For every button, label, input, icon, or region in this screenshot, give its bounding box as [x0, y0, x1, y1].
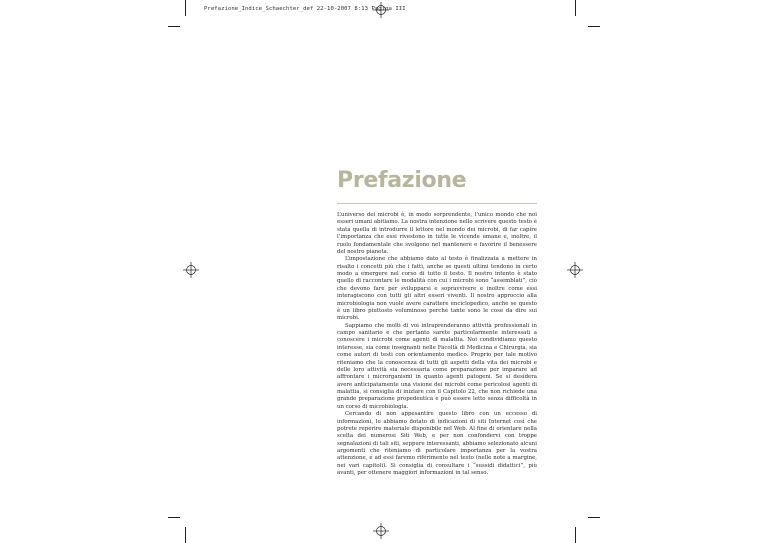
title-rule — [337, 203, 537, 204]
crop-mark-top-left — [185, 0, 186, 16]
preface-body — [337, 212, 537, 478]
crop-mark-bottom-left — [185, 527, 186, 543]
crop-mark-bottom-right-horizontal — [588, 517, 600, 518]
paragraph: L’impostazione che abbiamo dato al testo è finalizzata a mettere in risalto i concetti più che i fatti, anche se questi ultimi tendono in certo modo a emergere nel corso di tutto il testo. Il nostro intento è stato quello di raccontare le modalità con cui i microbi sono “assemblati”, ciò che devono fare per svilupparsi e sopravvivere e inoltre come essi interagiscono con tutti gli altri esseri viventi. Il nostro approccio alla microbiologia non vuole avere carattere enciclopedico, anche se questo è un libro piuttosto voluminoso perché tante sono le cose da dire sui microbi. — [337, 256, 537, 322]
crop-mark-top-right — [575, 0, 576, 16]
crop-mark-bottom-left-horizontal — [168, 517, 180, 518]
crop-mark-top-right-horizontal — [588, 26, 600, 27]
crop-mark-top-left-horizontal — [168, 26, 180, 27]
page-title: Prefazione — [337, 168, 467, 193]
printer-slug: Prefazione_Indice_Schaechter_def 22-10-2007 8:13 Pagina III — [204, 6, 406, 12]
paragraph: Sappiamo che molti di voi intraprenderanno attività professionali in campo sanitario e che pertanto sarete particolarmente interessati a conoscere i microbi come agenti di malattia. Noi condividiamo questo interesse, sia come insegnanti nelle Facoltà di Medicina e Chirurgia, sia come autori di testi con orientamento medico. Proprio per tale motivo riteniamo che la conoscenza di tutti gli aspetti della vita dei microbi e delle loro attività sia necessaria come preparazione per imparare ad affrontare i microrganismi in quanto agenti patogeni. Se si desidera avere anticipatamente una visione dei microbi come pericolosi agenti di malattia, si consiglia di iniziare con il Capitolo 22, che non richiede una grande preparazione propedeutica e può essere letto senza difficoltà in un corso di microbiologia. — [337, 322, 537, 410]
paragraph: L’universo dei microbi è, in modo sorprendente, l’unico mondo che noi esseri umani abitiamo. La nostra intenzione nello scrivere questo testo è stata quella di introdurre il lettore nel mondo dei microbi, di far capire l’importanza che essi rivestono in tutte le vicende umane e, inoltre, il ruolo fondamentale che svolgono nel mantenere e favorire il benessere del nostro pianeta. — [337, 212, 537, 255]
registration-mark-left — [183, 262, 199, 278]
registration-mark-bottom — [373, 523, 389, 539]
registration-mark-right — [567, 262, 583, 278]
crop-mark-bottom-right — [575, 527, 576, 543]
paragraph: Cercando di non appesantire questo libro con un eccesso di informazioni, lo abbiamo dotato di indicazioni di siti Internet così che potrete reperire materiale disponibile nel Web. Al fine di orientare nella scelta dei numerosi Siti Web, e per non confondervi con troppe segnalazioni di tali siti, seppure interessanti, abbiamo selezionato alcuni argomenti che riteniamo di particolare importanza per la vostra attenzione, e ad essi faremo riferimento nel testo (nelle note a margine, nei vari capitoli). Si consiglia di consultare i “sussidi didattici”, più avanti, per ottenere maggiori informazioni in tal senso. — [337, 411, 537, 477]
registration-mark-top — [373, 2, 389, 18]
